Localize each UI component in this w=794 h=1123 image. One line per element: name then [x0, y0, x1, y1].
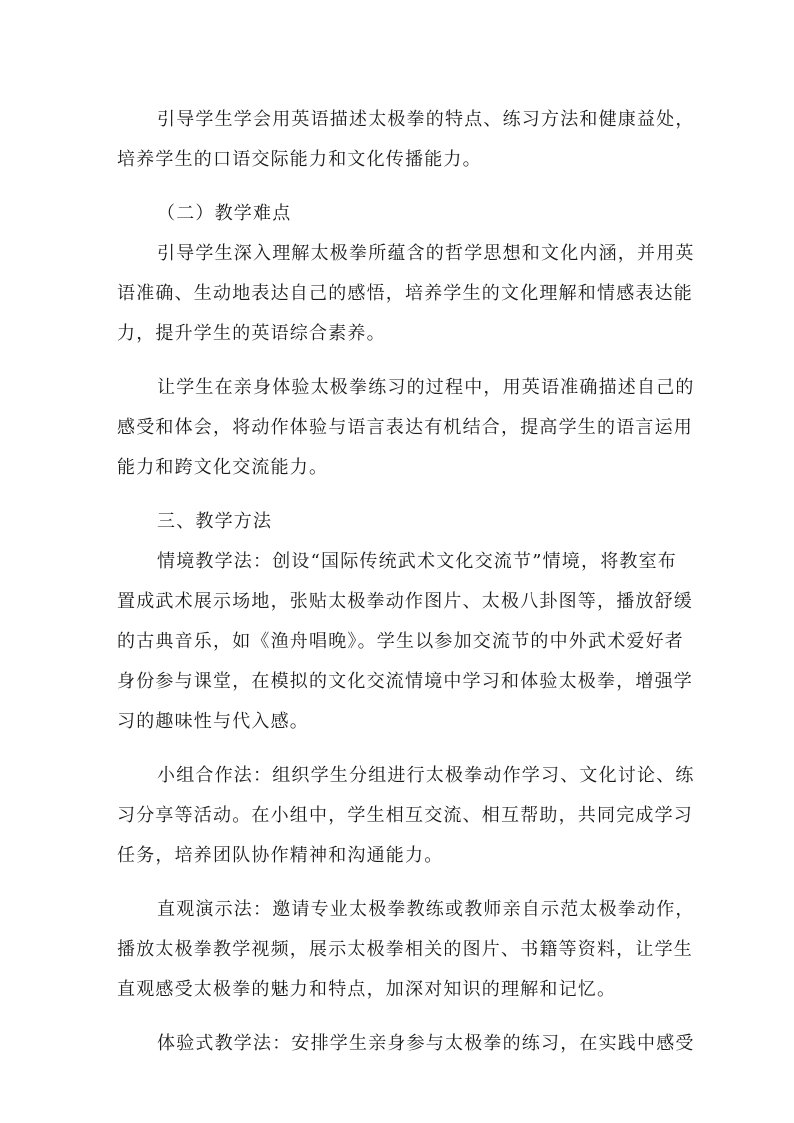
text-line: 小组合作法：组织学生分组进行太极拳动作学习、文化讨论、练 — [157, 765, 695, 786]
text-line: 让学生在亲身体验太极拳练习的过程中，用英语准确描述自己的 — [157, 377, 695, 398]
text-line: 播放太极拳教学视频，展示太极拳相关的图片、书籍等资料，让学生 — [117, 939, 693, 960]
section-heading-methods: 三、教学方法 — [157, 511, 273, 532]
text-line: 习分享等活动。在小组中，学生相互交流、相互帮助，共同完成学习 — [117, 805, 693, 826]
text-line: 直观感受太极拳的魅力和特点，加深对知识的理解和记忆。 — [117, 979, 617, 1000]
section-heading-difficulty: （二）教学难点 — [157, 203, 292, 224]
text-line: 感受和体会，将动作体验与语言表达有机结合，提高学生的语言运用 — [117, 417, 693, 438]
text-line: 能力和跨文化交流能力。 — [117, 457, 329, 478]
text-line: 直观演示法：邀请专业太极拳教练或教师亲自示范太极拳动作， — [157, 899, 695, 920]
text-line: 力，提升学生的英语综合素养。 — [117, 323, 386, 344]
paragraph-situational-teaching — [117, 542, 693, 742]
text-line: 的古典音乐，如《渔舟唱晚》。学生以参加交流节的中外武术爱好者 — [117, 631, 684, 652]
paragraph-difficulty-2 — [117, 368, 695, 488]
text-line: 语准确、生动地表达自己的感悟，培养学生的文化理解和情感表达能 — [117, 283, 693, 304]
text-line: 引导学生深入理解太极拳所蕴含的哲学思想和文化内涵，并用英 — [157, 243, 695, 264]
paragraph-teaching-focus — [117, 100, 695, 180]
text-line: 置成武术展示场地，张贴太极拳动作图片、太极八卦图等，播放舒缓 — [117, 591, 693, 612]
document-page — [117, 100, 695, 1078]
paragraph-difficulty-1 — [117, 234, 695, 354]
text-line: 体验式教学法：安排学生亲身参与太极拳的练习，在实践中感受 — [157, 1033, 695, 1054]
text-line: 情境教学法：创设“国际传统武术文化交流节”情境，将教室布 — [157, 551, 678, 572]
text-line: 培养学生的口语交际能力和文化传播能力。 — [117, 149, 482, 170]
paragraph-demonstration — [117, 890, 695, 1010]
text-line: 习的趣味性与代入感。 — [117, 711, 309, 732]
paragraph-group-cooperation — [117, 756, 695, 876]
text-line: 身份参与课堂，在模拟的文化交流情境中学习和体验太极拳，增强学 — [117, 671, 693, 692]
text-line: 任务，培养团队协作精神和沟通能力。 — [117, 845, 444, 866]
text-line: 引导学生学会用英语描述太极拳的特点、练习方法和健康益处， — [157, 109, 695, 130]
paragraph-experiential — [117, 1024, 695, 1064]
